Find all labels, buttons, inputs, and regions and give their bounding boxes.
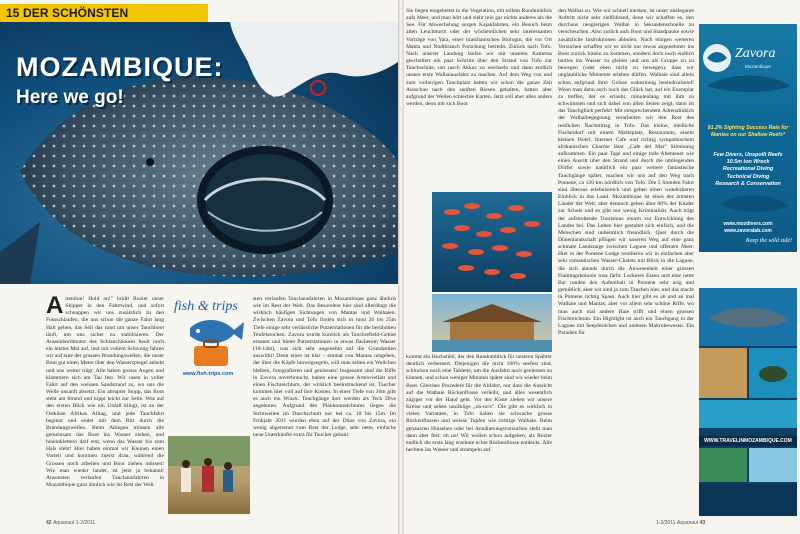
section-header: 15 DER SCHÖNSTEN bbox=[0, 4, 208, 22]
fish-trips-logo[interactable] bbox=[168, 294, 248, 372]
photo-fish-school bbox=[432, 192, 552, 292]
zavora-advertisement[interactable] bbox=[699, 24, 797, 252]
article-text-1: ttention! Hold on!" brüllt Rozier unser Skipper in den Fahrtwind, und sofort schnappen wir uns zusätzlich zu den Fussschlaufen, die uns schon die ganze Fahrt lang Halt geben, das Seil das rund um unser Tauchboot läuft, um uns sicher zu stabilisieren. Der Aussenbordmotor des Schlauchbootes heult noch ein letztes Mal auf, und mit vollem Schwung fahren wir auf eine der grossen Brandungswellen, die unser Boot gut einen Meter über den Wasserspiegel anhebt und uns weiter trägt. Alle haben grosse Augen und klammern sich am Tau fest. Wir rasen in voller Fahrt auf den weissen Sandstrand zu, wo uns die Welle unsanft absetzt. Ein abrupter Stopp, das Boot steht am Strand und kippt leicht zur Seite. Was auf den ersten Blick wie ein Unfall klingt, ist an der Ostküste Afrikas Alltag, und jede Tauchfahrt beginnt und endet mit dem Ritt durch die Brandungswellen. Beim Ablegen müssen alle gemeinsam das Boot ins Wasser ziehen, und hineinklettern darf erst, wenn das Wasser bis zum Hals steht! Hier haben einmal wir Kleinen einen Vorteil und kommen zuerst dran, während die Grossen noch arbeiten und Boot ziehen müssen! Wie man wieder landet, ist jetzt ja bekannt! Ansonsten verlaufen Tauchausfahrten in Mozambique ganz ähnlich wie im Rest der Welt. bbox=[46, 296, 164, 489]
article-column-2 bbox=[253, 296, 396, 512]
travel-mozambique-advertisement[interactable] bbox=[699, 288, 797, 516]
photo-lodge-pier bbox=[432, 294, 552, 352]
zavora-feature: Recreational Diving bbox=[722, 166, 774, 173]
zavora-websites[interactable] bbox=[701, 221, 795, 235]
photo-villagers bbox=[168, 436, 250, 514]
page-number-left: 42 bbox=[46, 520, 52, 526]
zavora-feature-list bbox=[701, 152, 795, 188]
issue-right: 1-2/2011 bbox=[656, 520, 676, 526]
issue-left: 1-2/2011 bbox=[75, 520, 96, 526]
article-text-3b: kommt ein Hochstühl, der den Rundumblick für unseren Spähter deutlich verbessert. Diejenigen die nicht 100% seefest sind, schlucken noch eine Tablette, um die Ausfahrt auch geniessen zu können, und schon weniger Minuten später sind wir wieder beim Boot. Gleiches Prozedere für die Abfahrt, nur dass die Aussicht auf die Walhaie Rückenflosse verleiht, und alles wesentlich zügiger vor der Hand geht. Vor der Küste ziehen wir unsere Kreise und sehen unzählige „oh-no's". Die gibt es wirklich in vielen Varianten, in Tofo haben sie schwache grosse Rückenflossen und weisse Tupfen wie richtige Walhaie. Beim genaueren Hinsehen oder bei Annäherungsversuchen stellt man dann aber fest: oh no! Wir wollen schon aufgeben, als Rozier endlich die erste lang ersehnte echte Rückenflosse entdeckt. Alle hechten ins Wasser und strampeln auf bbox=[406, 354, 552, 454]
logo-wordmark: fish & trips bbox=[174, 299, 238, 314]
zavora-offer: 81.2% Sighting Success Rate for Mantas on our Shallow Reefs* bbox=[707, 125, 789, 138]
zavora-location: Mozambique bbox=[745, 64, 771, 69]
hero-title: MOZAMBIQUE: bbox=[16, 52, 224, 82]
travel-mozambique-url[interactable]: WWW.TRAVELINMOZAMBIQUE.COM bbox=[704, 438, 792, 444]
article-text-2: sten verlaufen Tauchausfahrten in Mozambique ganz ähnlich wie im Rest der Welt. Das Besondere hier sind allerdings die wirklich häufigen Sichtungen von Mantas und Walhaien. Zwischen Zavora und Tofo finden sich in rund 20 bis 25m Tiefe einige sehr verlässliche Putzerstationen für die berühmten Teufelsrochen. Zavora wurde kürzlich als Tauchrefield-Gebiet ernannt und bietet Putzerstationen in etwas flacherem Wasser (10-14m), was sich sehr angenehm auf die Grundzeiten auswirkt! Denn eines ist klar – einmal von Mantas umgeben, der über die Köpfe hinwegsegeln, will man selten ein Weilchen bleiben, fotografieren und geniessen! Insgesamt sind die Riffe in Zavora unverbraucht, haben eine grosse Artenvielfalt und einen Fischreichtum, der wirklich beeindruckend ist. Taucher kommen hier voll auf ihre Kosten. In einer Tiefe von 36m gibt es auch ein Wrack. Tauchgänge dort werden als Tech Dive angeboten. Aufgrund des Planktonreichtums liegen die Sichtweiten im Durchschnitt nur bei ca. 10 bis 15m. Im Frühjahr 2011 wurden eben auf der Düne von Zavora, ein wenig abgetrennt vom Rest der Lodge, sehr nette, einfache neue Unterkünfte extra für Taucher gebaut. bbox=[253, 296, 396, 438]
zavora-website-2[interactable]: www.zavoralab.com bbox=[724, 228, 772, 234]
zavora-feature: 10.5m ton Wreck bbox=[726, 159, 770, 166]
zavora-website-1[interactable]: www.mozdivers.com bbox=[723, 221, 773, 227]
article-column-3b bbox=[406, 354, 552, 512]
article-column-1 bbox=[46, 296, 164, 512]
logo-url[interactable]: www.fish-trips.com bbox=[182, 371, 234, 377]
hero-subtitle: Here we go! bbox=[16, 87, 124, 108]
page-number-right: 43 bbox=[699, 520, 706, 526]
zavora-feature: Few Divers, Unspoilt Reefs bbox=[713, 152, 783, 158]
page-gutter bbox=[398, 0, 404, 534]
article-text-3: Sie liegen eingebettet in die Vegetation, mit tollem Rundumblick aufs Meer, und man hört und sieht rein gar nichts anderes als die See. Für Abwechslung sorgen Kajakfahrten, ein Besuch beim alten Leuchtturm oder der wöchentlichen sehr interessanten Vorträge von Yara, einer brasilianischen Biologin, die vor Ort Manta und Nudibranch Forschung betreibt. Zurück nach Tofo. Nach unserer Landung laufen wir mit unseren Kameras geschultert ein paar Schritte über den Strand von Tofo zur Tauchschule, um rasch Akkus zu wechseln und dann endlich unsere erste Walhaiausfahrt zu machen. Auf dem Weg von und zum vorherigen Tauchplatz hatten wir schon die ganze Zeit Ausschau nach den sanften Riesen gehalten, hatten aber aufgrund der Wellen schlechte Karten. Jetzt soll aber alles anders werden, denn mit sich Boot bbox=[406, 8, 552, 108]
zavora-slogan: Keep the wild side! bbox=[745, 238, 792, 244]
article-column-4 bbox=[558, 8, 694, 512]
drop-cap: A bbox=[46, 296, 64, 319]
hero-photo-whale-shark bbox=[0, 22, 398, 284]
magazine-name-right: Aquanaut bbox=[676, 520, 699, 526]
zavora-feature: Research & Conservation bbox=[715, 180, 781, 187]
zavora-feature: Technical Diving bbox=[726, 173, 770, 180]
footer-right bbox=[656, 520, 705, 526]
footer-left bbox=[46, 520, 95, 526]
zavora-brand: Zavora bbox=[735, 46, 776, 61]
article-column-3 bbox=[406, 8, 552, 198]
article-text-4: den Walhai zu. Wie wir schnell merken, ist unser unelegante Auftritt nicht sehr zielführend, denn wir schaffen es, den durchaus neugierigen Walhai in Sekundenschnelle zu verscheuchen. Also zurück aufs Boot und Standpauke sowie zusätzliche Instruktionen abholen. Nach einigen weiteren Versuchen schaffen wir es nicht nur etwas angenehmer ins Boot zurück hinein zu kommen, sondern doch noch endlich lautlos ins Wasser zu gleiten und uns als Gruppe zu zu bewegen (oder eben nicht zu bewegen), dass wir unglaubliche Momente erleben dürfen. Walhaie sind allein schon aufgrund ihrer Grösse wahnsinnig beeindruckend! Wenn man dann auch noch das Glück hat, auf ein Exemplar zu treffen, der es erlaubt, minutenlang mit ihm zu schwimmen und sich dabei von allen Seiten zeigt, dann ist das Tauchglück perfekt! Mit entsprechendem Adrenalinkick der Walhaibegegnung verarbeiten wir den Rest des restlichen Nachmittag in Tofo. Das kleine, niedliche Fischerdorf mit einem Marktplatz, Restaurants, einem kleinen Hotel, Internet Cafe und richtig sympathischem afrikanischen Charme lässt „Cafe del Mar" Stimmung aufkommen. Ein paar Tage und einige tolle Abenteuer wie einen Ausritt über den Strand und durch die umliegenden Dörfer sowie natürlich ein paar weitere fantastische Tauchgänge später, machen wir uns auf den Weg nach Pomene, ca 120 km nördlich von Tofo. Die 5 Stunden Fahrt sind überaus erlebnisreich und geben einen wunderbaren Einblick in das Land. Mozambique ist eines der ärmsten Länder der Welt, aber dennoch geben über 80% der Kinder zur Schule und es gibt nur wenig Kriminalität. Auch trägt der aufstrebende Tourismus enorm zur Entwicklung des Landes bei. Das Leben hier gestaltet sich einfach, und die Menschen sind unheimlich freundlich. Quer durch die Dünenlandschaft pflügen wir unseren Weg auf eine ganz schmale Landzunge zwischen Lagune und offenem Meer. Hier in der Pomene Lodge residieren wir in einfachen aber sehr romantischen Wasser-Chalets mit Blick in die Lagune, die sich abends durch die Anwesenheit einer grossen Flamingokolonie rosa färbt. Leckeres Essen und eine nette Bar runden den Aufenthalt in Pomene sehr urig und gemütlich, aber wir sind ja zum Tauchen hier, und das macht in Pomene richtig Spass. Auch hier gibt es ab und an mal Walhaie und Mantas, aber vor allem sehr schöne Riffe, wo man auch mal andere Haie trifft und einen grossen Fischreichtum. Ein Highlight ist auch ein Tauchgang in der Lagune mit Seepferdchen und anderen Makrobewesen. Ein Paradies für bbox=[558, 8, 694, 337]
magazine-name-left: Aquanaut bbox=[52, 520, 75, 526]
